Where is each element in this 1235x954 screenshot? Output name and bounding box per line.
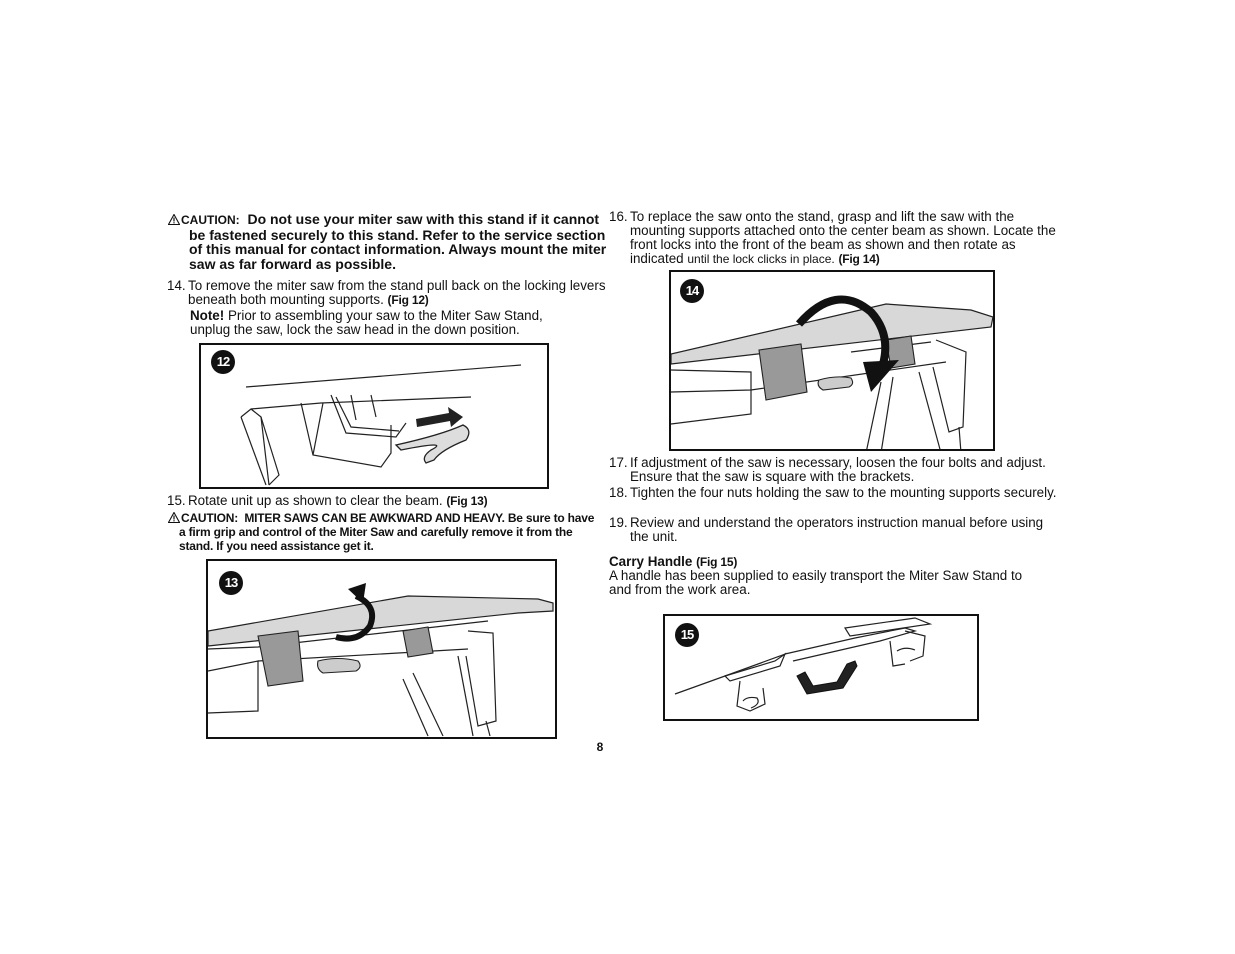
fig-ref: (Fig 15): [696, 555, 738, 569]
note-text: Prior to assembling your saw to the Miter Saw Stand, unplug the saw, lock the saw head in the down position.: [190, 308, 543, 337]
arrow-right-icon: [416, 407, 463, 427]
figure-15: [663, 614, 979, 721]
step-text-small: until the lock clicks in place.: [687, 252, 835, 266]
step-number: 16.: [609, 209, 628, 224]
step-number: 17.: [609, 455, 628, 470]
step-text: Review and understand the operators instruction manual before using the unit.: [630, 515, 1044, 544]
figure-13-illustration: [208, 561, 557, 739]
fig-ref: (Fig 13): [446, 494, 488, 508]
step-text: Rotate unit up as shown to clear the beam.: [188, 493, 443, 508]
step-19: [609, 516, 1060, 544]
carry-handle-section: [609, 555, 1039, 597]
caution-heavy: [168, 511, 599, 553]
figure-14: [669, 270, 995, 451]
caution-label: CAUTION:: [181, 511, 239, 525]
carry-handle-text: A handle has been supplied to easily transport the Miter Saw Stand to and from the work area.: [609, 568, 1023, 597]
figure-badge: 14: [680, 279, 704, 303]
fig-ref: (Fig 14): [838, 252, 880, 266]
figure-15-illustration: [665, 616, 979, 721]
step-number: 18.: [609, 485, 628, 500]
step-text: Tighten the four nuts holding the saw to the mounting supports securely.: [630, 485, 1057, 500]
caution-text: Do not use your miter saw with this stand if it cannot be fastened securely to this stand. Refer to the service section of this manual for contact information. Always mount the miter saw as far forward as possible.: [189, 211, 607, 272]
carry-handle-heading: [609, 555, 1039, 569]
page-number: 8: [596, 740, 604, 754]
warning-triangle-icon: [168, 214, 180, 225]
figure-13: [206, 559, 557, 739]
step-text: To remove the miter saw from the stand pull back on the locking levers beneath both mounting supports.: [188, 278, 606, 307]
figure-12-illustration: [201, 345, 549, 489]
step-number: 15.: [167, 493, 186, 508]
section-heading: Carry Handle: [609, 554, 693, 569]
step-15: [167, 494, 608, 508]
step-14: [167, 279, 613, 307]
step-number: 14.: [167, 278, 186, 293]
figure-14-illustration: [671, 272, 995, 451]
caution-text: MITER SAWS CAN BE AWKWARD AND HEAVY. Be sure to have a firm grip and control of the Miter Saw and carefully remove it from the stand. If you need assistance get it.: [179, 511, 595, 553]
figure-badge: 12: [211, 350, 235, 374]
note: [190, 309, 570, 337]
note-label: Note!: [190, 308, 225, 323]
step-text: To replace the saw onto the stand, grasp and lift the saw with the mounting supports attached onto the center beam as shown. Locate the front locks into the front of the beam as shown and then rotate as indicated: [630, 209, 1056, 266]
step-18: [609, 486, 1060, 500]
step-text: If adjustment of the saw is necessary, loosen the four bolts and adjust. Ensure that the saw is square with the brackets.: [630, 455, 1046, 484]
figure-badge: 15: [675, 623, 699, 647]
warning-triangle-icon: [168, 512, 180, 523]
caution-top: [168, 212, 609, 271]
step-number: 19.: [609, 515, 628, 530]
fig-ref: (Fig 12): [387, 293, 429, 307]
figure-12: [199, 343, 549, 489]
figure-badge: 13: [219, 571, 243, 595]
step-16: [609, 210, 1060, 266]
caution-label: CAUTION:: [181, 213, 240, 227]
step-17: [609, 456, 1060, 484]
